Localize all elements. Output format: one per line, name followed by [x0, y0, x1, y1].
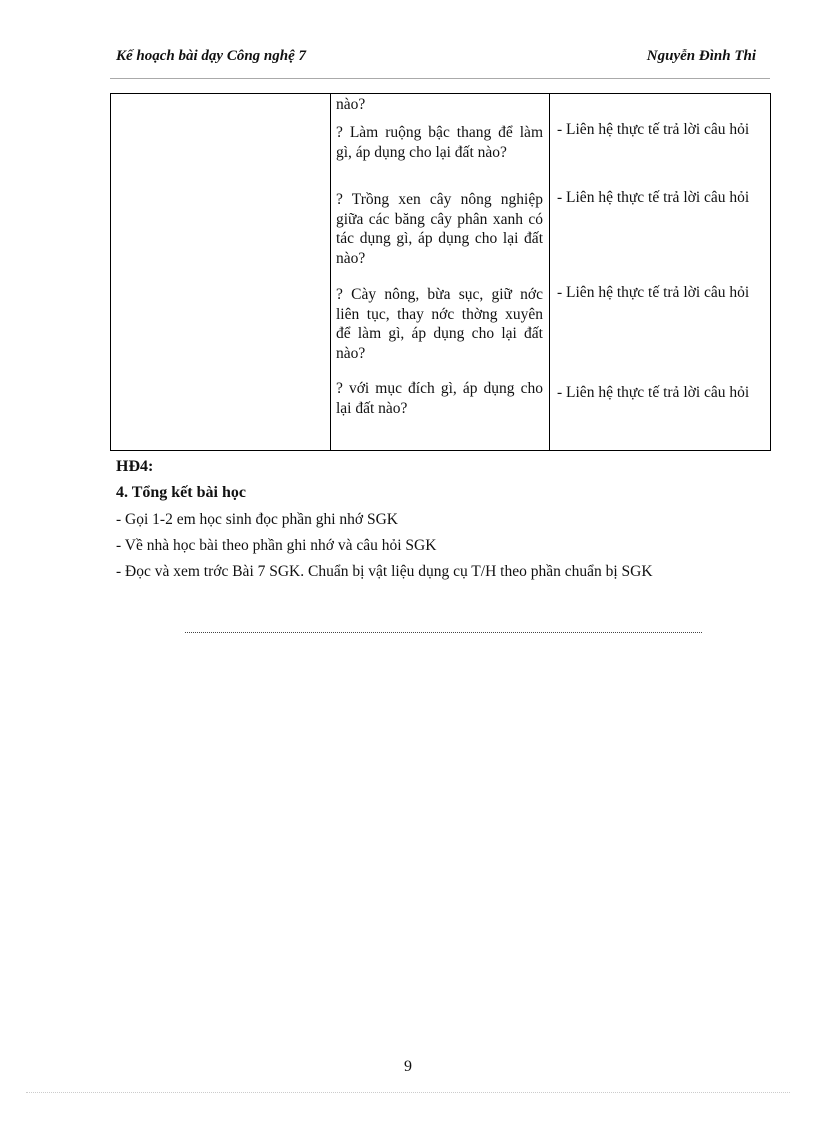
- activity-label: HĐ4:: [116, 458, 154, 475]
- question-shallow-ploughing: ? Cày nông, bừa sục, giữ nớc liên tục, thay nớc thờng xuyên để làm gì, áp dụng cho lại đất nào?: [336, 286, 543, 362]
- page-number: 9: [404, 1058, 412, 1075]
- section-title: 4. Tổng kết bài học: [116, 484, 246, 501]
- header-divider: [110, 78, 770, 79]
- page-header: [116, 48, 756, 70]
- header-author: Nguyễn Đình Thi: [646, 48, 756, 64]
- answer-item: - Liên hệ thực tế trả lời câu hỏi: [557, 189, 750, 206]
- answer-item: - Liên hệ thực tế trả lời câu hỏi: [557, 284, 750, 301]
- footer-divider: [26, 1092, 790, 1093]
- question-terraced-fields: ? Làm ruộng bậc thang để làm gì, áp dụng cho lại đất nào?: [336, 124, 543, 161]
- answer-item: - Liên hệ thực tế trả lời câu hỏi: [557, 384, 750, 401]
- teacher-column-cell: [111, 94, 331, 451]
- question-intercropping: ? Trồng xen cây nông nghiệp giữa các băng cây phân xanh có tác dụng gì, áp dụng cho lại đất nào?: [336, 191, 543, 267]
- summary-item: - Về nhà học bài theo phần ghi nhớ và câu hỏi SGK: [116, 537, 437, 554]
- question-continued: nào?: [336, 96, 366, 113]
- question-purpose: ? với mục đích gì, áp dụng cho lại đất nào?: [336, 380, 543, 417]
- header-lesson-title: Kế hoạch bài dạy Công nghệ 7: [116, 48, 307, 64]
- activity-table: [110, 93, 771, 451]
- student-column-cell: [550, 94, 771, 451]
- summary-item: - Đọc và xem trớc Bài 7 SGK. Chuẩn bị vật liệu dụng cụ T/H theo phần chuẩn bị SGK: [116, 563, 653, 580]
- question-column-cell: [331, 94, 550, 451]
- end-divider: [185, 632, 702, 633]
- summary-item: - Gọi 1-2 em học sinh đọc phần ghi nhớ SGK: [116, 511, 398, 528]
- answer-item: - Liên hệ thực tế trả lời câu hỏi: [557, 121, 750, 138]
